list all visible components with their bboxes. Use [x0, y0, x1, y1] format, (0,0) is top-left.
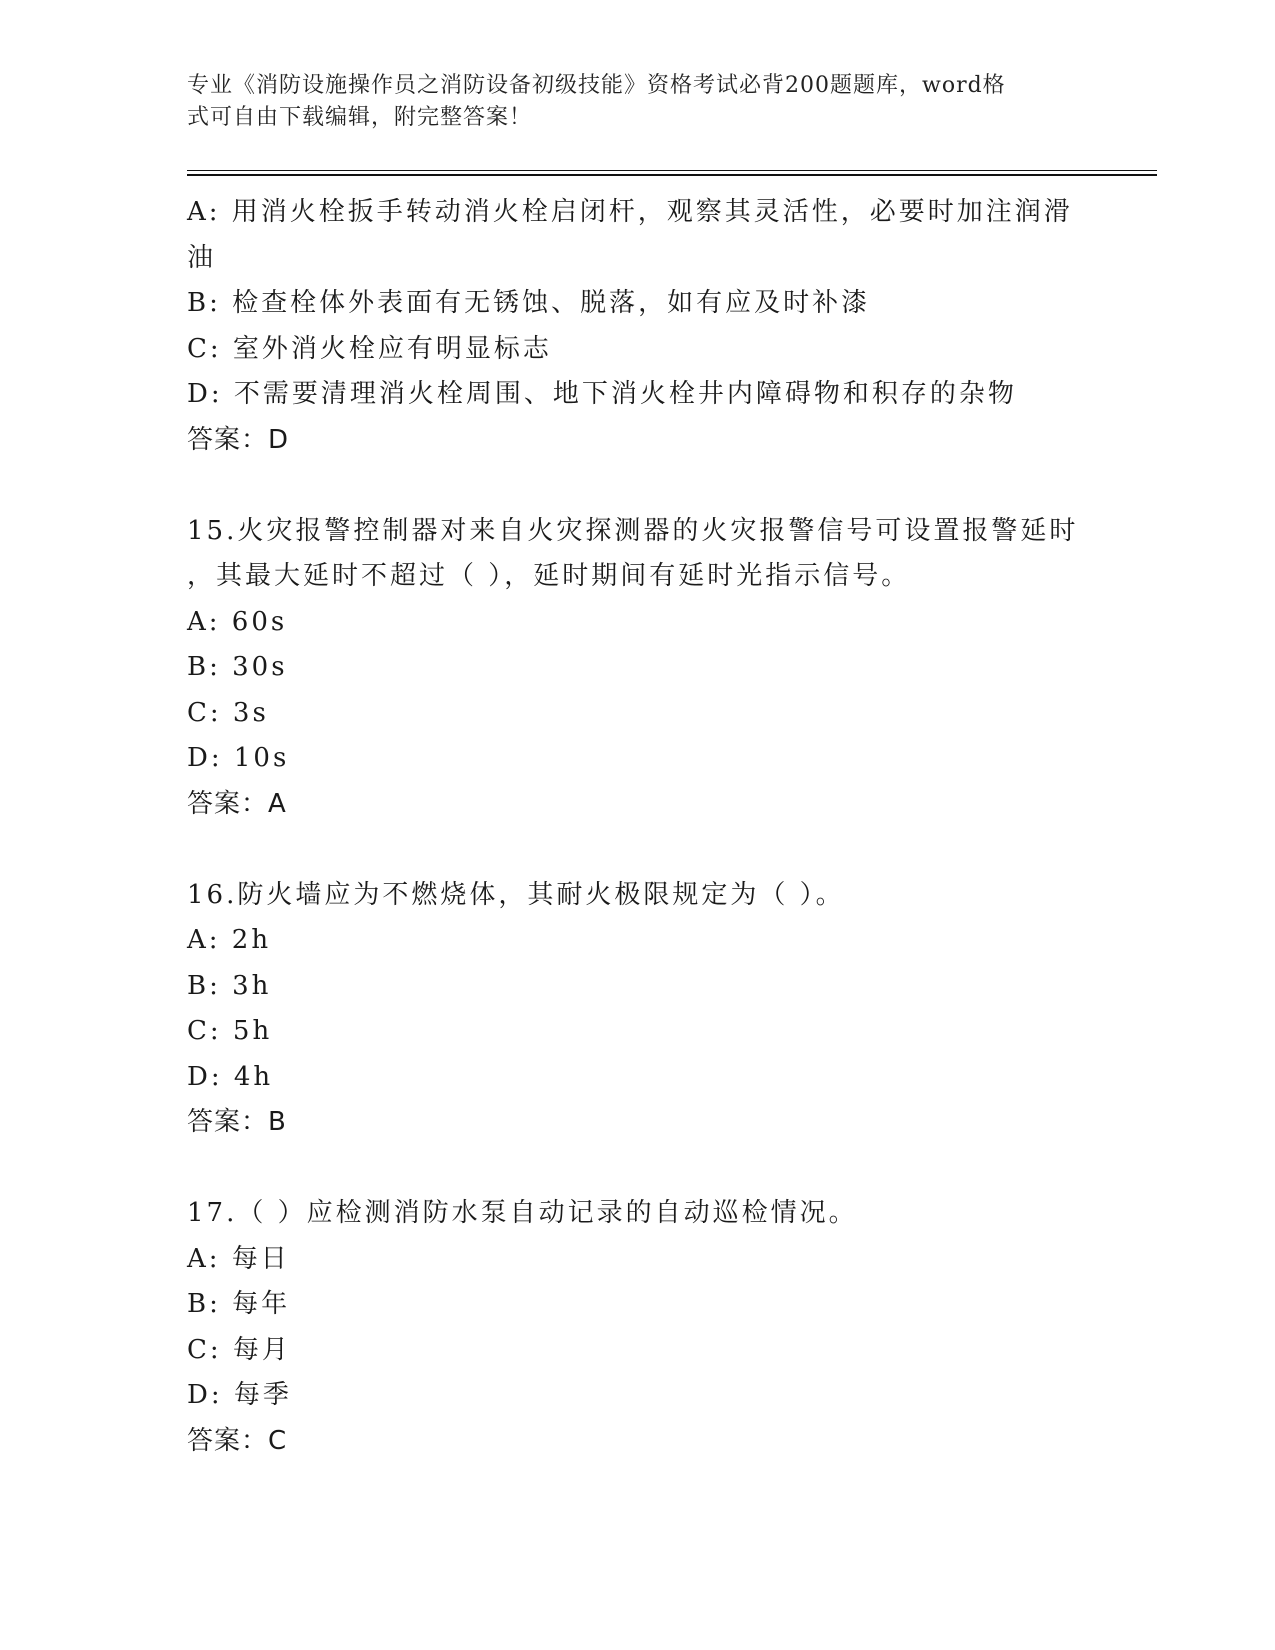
- header-line-2: 式可自由下载编辑，附完整答案！: [187, 105, 533, 130]
- option-b: B: 检查栓体外表面有无锈蚀、脱落，如有应及时补漆: [187, 288, 871, 318]
- question-17-block: [187, 1191, 1087, 1464]
- option-a: A: 用消火栓扳手转动消火栓启闭杆，观察其灵活性，必要时加注润滑: [187, 197, 1073, 227]
- answer: 答案：C: [187, 1425, 288, 1456]
- option-c: C: 3s: [187, 697, 269, 728]
- header-divider-thin: [187, 170, 1157, 171]
- option-d: D: 不需要清理消火栓周围、地下消火栓井内障碍物和积存的杂物: [187, 379, 1017, 409]
- document-header: [187, 70, 1067, 134]
- answer: 答案：D: [187, 424, 290, 455]
- option-b: B: 每年: [187, 1289, 291, 1319]
- option-a: A: 2h: [187, 925, 272, 955]
- option-d: D: 每季: [187, 1380, 292, 1410]
- answer: 答案：A: [187, 788, 287, 819]
- header-line-1: 专业《消防设施操作员之消防设备初级技能》资格考试必背200题题库，word格: [187, 73, 1006, 98]
- option-a: A: 60s: [187, 606, 288, 637]
- option-d: D: 4h: [187, 1061, 274, 1092]
- option-b: B: 3h: [187, 970, 272, 1001]
- question-content: [187, 190, 1087, 1464]
- header-divider-thick: [187, 174, 1157, 176]
- option-a: A: 每日: [187, 1243, 290, 1274]
- option-d: D: 10s: [187, 743, 290, 773]
- question-15-block: [187, 509, 1087, 828]
- option-a-continued: 油: [187, 242, 217, 273]
- option-c: C: 室外消火栓应有明显标志: [187, 333, 552, 364]
- question-16-block: [187, 873, 1087, 1146]
- question-text: 16.防火墙应为不燃烧体，其耐火极限规定为（ ）。: [187, 879, 845, 910]
- option-c: C: 每月: [187, 1334, 291, 1365]
- answer: 答案：B: [187, 1107, 287, 1137]
- question-text-continued: ，其最大延时不超过（ ），延时期间有延时光指示信号。: [187, 561, 911, 591]
- question-text: 17.（ ）应检测消防水泵自动记录的自动巡检情况。: [187, 1198, 858, 1228]
- question-text: 15.火灾报警控制器对来自火灾探测器的火灾报警信号可设置报警延时: [187, 515, 1079, 546]
- option-b: B: 30s: [187, 652, 288, 682]
- option-c: C: 5h: [187, 1016, 273, 1046]
- question-14-block: [187, 190, 1087, 463]
